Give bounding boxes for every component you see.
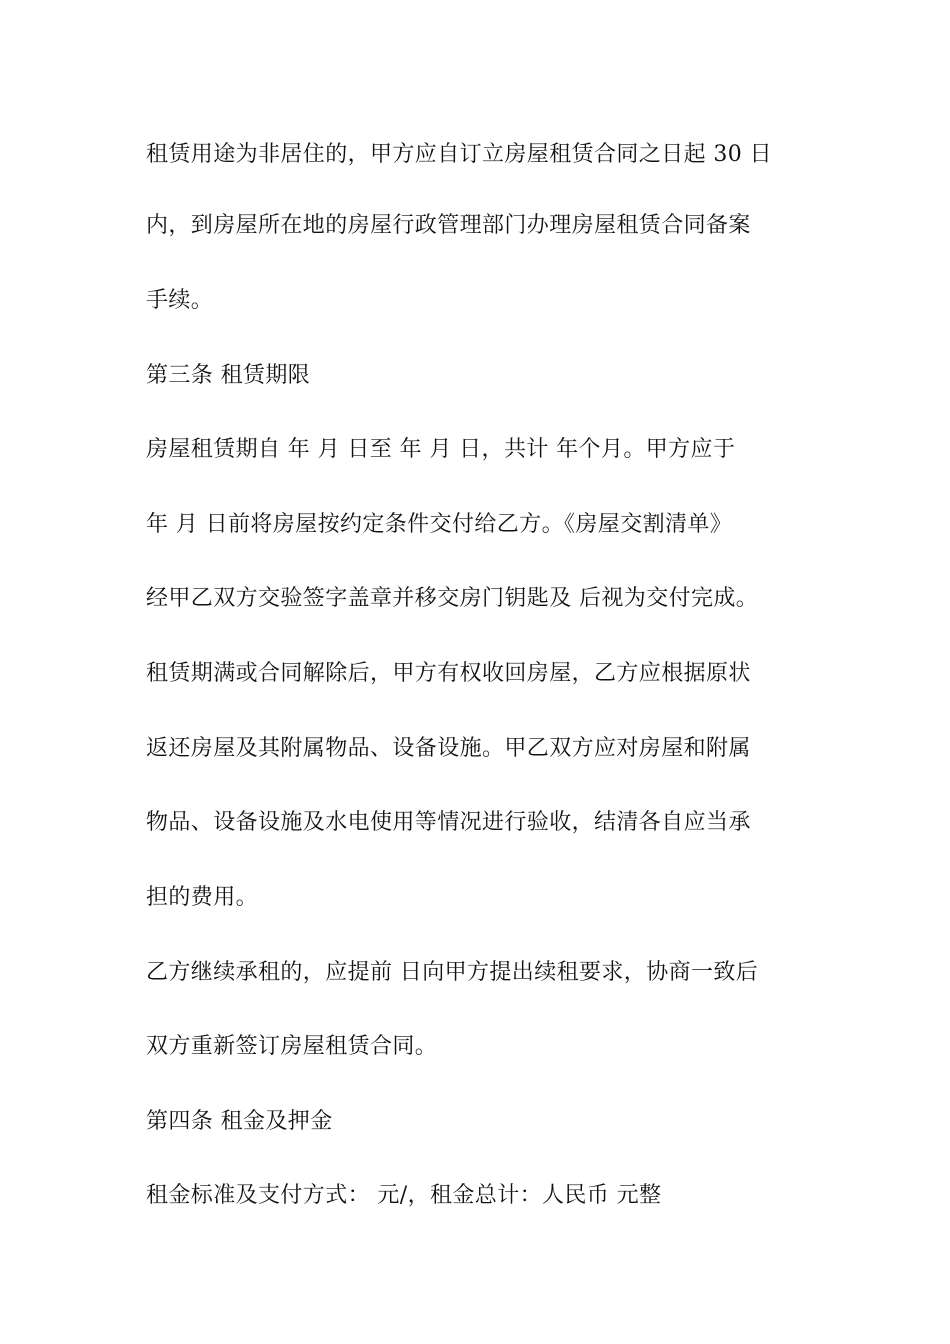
text-line-2: 内，到房屋所在地的房屋行政管理部门办理房屋租赁合同备案	[146, 213, 751, 238]
text-line-8: 租赁期满或合同解除后，甲方有权收回房屋，乙方应根据原状	[146, 661, 751, 686]
section-heading-3: 第三条 租赁期限	[146, 363, 311, 388]
text-line-5: 房屋租赁期自 年 月 日至 年 月 日，共计 年个月。甲方应于	[146, 437, 736, 462]
text-line-9: 返还房屋及其附属物品、设备设施。甲乙双方应对房屋和附属	[146, 736, 751, 761]
section-heading-4: 第四条 租金及押金	[146, 1109, 333, 1134]
text-line-7: 经甲乙双方交验签字盖章并移交房门钥匙及 后视为交付完成。	[146, 586, 759, 611]
text-line-10: 物品、设备设施及水电使用等情况进行验收，结清各自应当承	[146, 810, 751, 835]
text-line-11: 担的费用。	[146, 885, 259, 910]
text-line-12: 乙方继续承租的，应提前 日向甲方提出续租要求，协商一致后	[146, 960, 759, 985]
text-line-15: 租金标准及支付方式： 元/，租金总计：人民币 元整	[146, 1183, 662, 1208]
text-line-3: 手续。	[146, 288, 214, 313]
text-line-6: 年 月 日前将房屋按约定条件交付给乙方。《房屋交割清单》	[146, 512, 733, 537]
text-line-1: 租赁用途为非居住的，甲方应自订立房屋租赁合同之日起 30 日	[146, 142, 772, 167]
text-line-13: 双方重新签订房屋租赁合同。	[146, 1034, 438, 1059]
